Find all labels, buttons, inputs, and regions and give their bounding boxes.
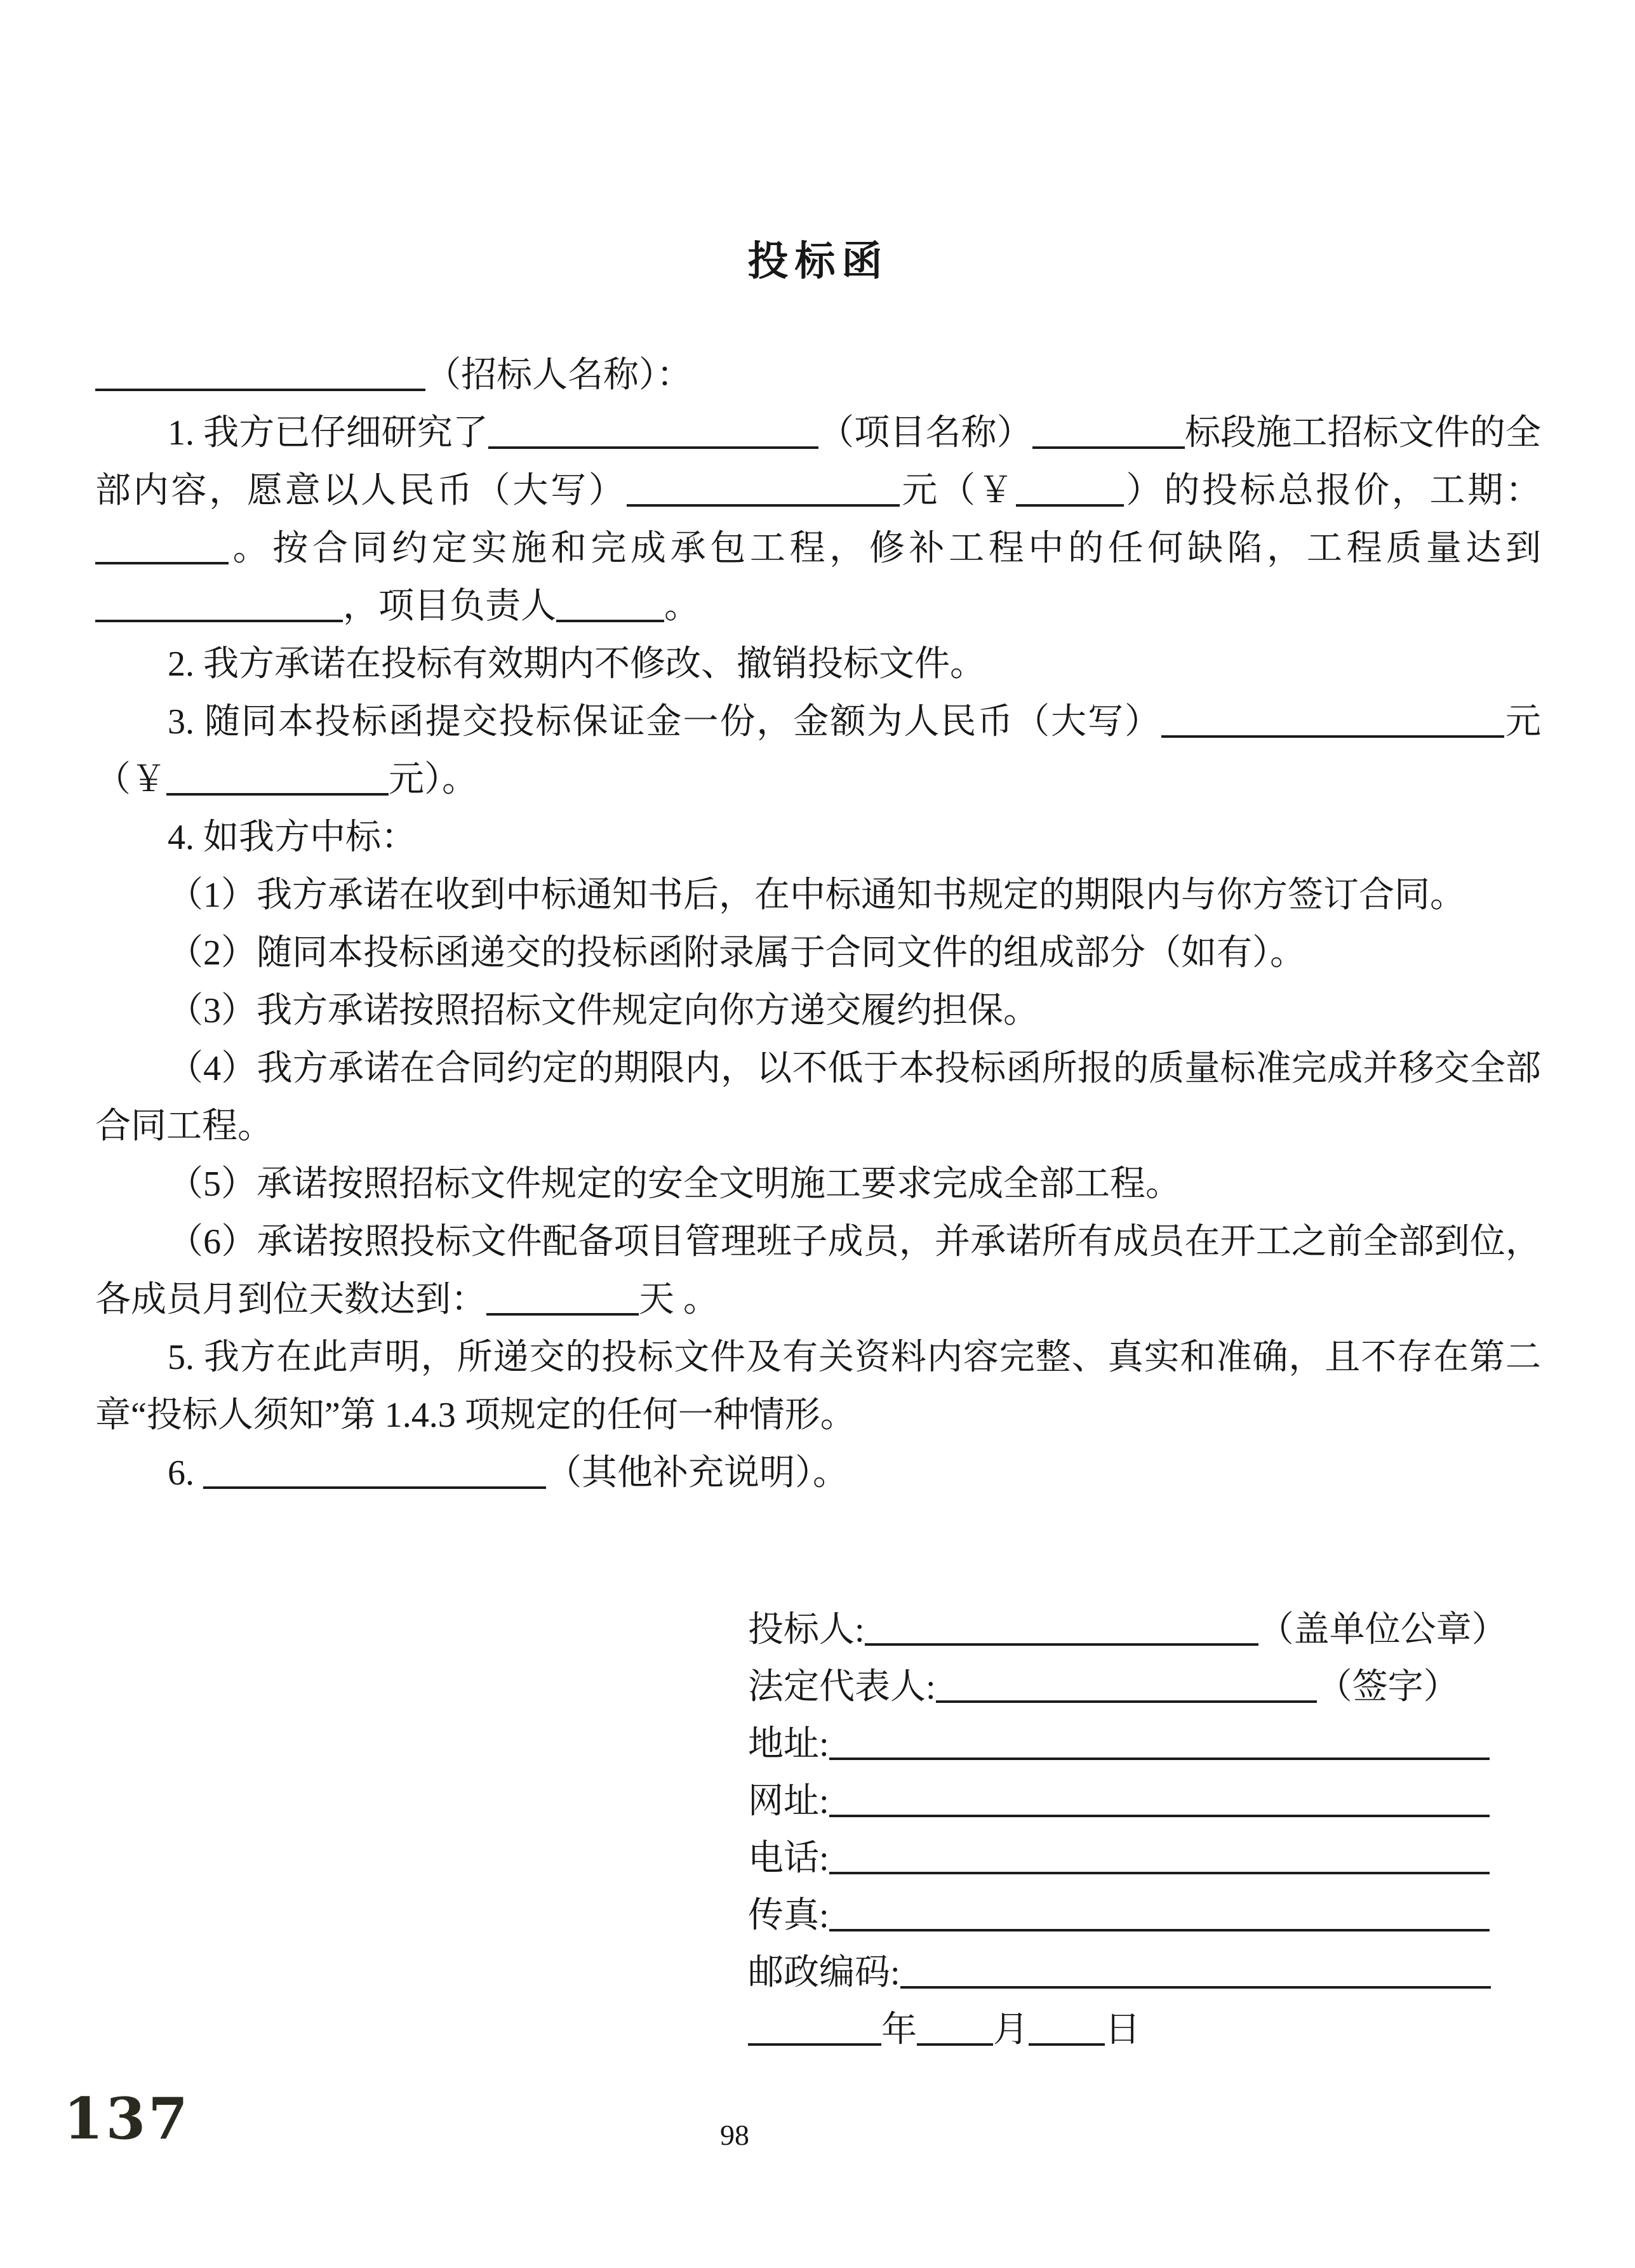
clause-2 xyxy=(95,636,1541,693)
blank-field xyxy=(1032,416,1185,449)
signature-date xyxy=(748,2001,1541,2058)
clause-4-sub-1 xyxy=(95,867,1541,924)
blank-field xyxy=(556,589,664,622)
text-segment: 3. 随同本投标函提交投标保证金一份，金额为人民币（大写） xyxy=(168,702,1162,742)
text-segment: 传真: xyxy=(748,1896,829,1935)
blank-field xyxy=(829,1727,1490,1760)
blank-field xyxy=(829,1898,1490,1931)
text-segment: （签字） xyxy=(1316,1667,1459,1707)
text-segment: 月 xyxy=(993,2010,1029,2050)
blank-field xyxy=(95,531,229,564)
clause-4-sub-5 xyxy=(95,1156,1541,1213)
text-segment: 网址: xyxy=(748,1782,829,1821)
text-segment: 。按合同约定实施和完成承包工程，修补工程中的任何缺陷，工程质量达到 xyxy=(229,529,1541,568)
text-segment: 法定代表人: xyxy=(748,1667,936,1707)
clause-3 xyxy=(95,693,1541,809)
text-segment: 日 xyxy=(1105,2010,1140,2050)
text-segment: 1. 我方已仔细研究了 xyxy=(168,413,489,453)
text-segment: 6. xyxy=(168,1453,203,1493)
blank-field xyxy=(95,358,425,391)
blank-field xyxy=(829,1841,1490,1874)
blank-field xyxy=(829,1784,1490,1817)
clause-1 xyxy=(95,404,1541,636)
clause-4-sub-3 xyxy=(95,982,1541,1040)
text-segment: （6）承诺按照投标文件配备项目管理班子成员，并承诺所有成员在开工之前全部到位，各成员月到位天数达到： xyxy=(95,1222,1541,1319)
signature-legal-representative xyxy=(748,1658,1541,1716)
clause-4-sub-2 xyxy=(95,924,1541,982)
text-segment: 元（￥ xyxy=(899,471,1016,510)
text-segment: 5. 我方在此声明，所递交的投标文件及有关资料内容完整、真实和准确，且不存在第二章“投标人须知”第 1.4.3 项规定的任何一种情形。 xyxy=(95,1338,1541,1435)
text-segment: 年 xyxy=(881,2010,917,2050)
clause-4-sub-4 xyxy=(95,1040,1541,1156)
text-segment: （3）我方承诺按照招标文件规定向你方递交履约担保。 xyxy=(168,991,1039,1031)
blank-field xyxy=(936,1670,1317,1703)
text-segment: （2）随同本投标函递交的投标函附录属于合同文件的组成部分（如有）。 xyxy=(168,933,1305,973)
signature-block xyxy=(748,1601,1541,2058)
blank-field xyxy=(95,589,343,622)
signature-bidder xyxy=(748,1601,1541,1658)
blank-field xyxy=(486,1283,639,1316)
blank-field xyxy=(1016,474,1124,507)
signature-fax xyxy=(748,1887,1541,1944)
clause-5 xyxy=(95,1329,1541,1444)
blank-field xyxy=(203,1456,546,1489)
document-body xyxy=(95,347,1541,1502)
text-segment: （项目名称） xyxy=(818,413,1032,453)
text-segment: 标段施工招标文件的全部内容，愿意以人民币（大写） xyxy=(95,413,1542,510)
signature-website xyxy=(748,1773,1541,1830)
document-title: 投标函 xyxy=(747,238,889,284)
text-segment: 2. 我方承诺在投标有效期内不修改、撤销投标文件。 xyxy=(168,644,985,684)
blank-field xyxy=(1029,2013,1105,2046)
text-segment: 元）。 xyxy=(389,760,477,799)
text-segment: （招标人名称）： xyxy=(425,356,692,395)
text-segment: （盖单位公章） xyxy=(1258,1610,1507,1650)
signature-postcode xyxy=(748,1944,1541,2001)
stamp-number: 137 xyxy=(63,2085,190,2152)
clause-4 xyxy=(95,809,1541,867)
salutation-line xyxy=(95,347,1541,404)
text-segment: 天 。 xyxy=(639,1280,719,1319)
text-segment: （4）我方承诺在合同约定的期限内，以不低于本投标函所报的质量标准完成并移交全部合同工程。 xyxy=(95,1049,1541,1146)
text-segment: ，项目负责人 xyxy=(343,587,556,626)
signature-phone xyxy=(748,1830,1541,1887)
blank-field xyxy=(1161,705,1504,738)
page-number: 98 xyxy=(720,2119,749,2151)
blank-field xyxy=(865,1613,1258,1646)
clause-4-sub-6 xyxy=(95,1213,1541,1329)
text-segment: 邮政编码: xyxy=(748,1953,900,1992)
blank-field xyxy=(627,474,900,507)
text-segment: （1）我方承诺在收到中标通知书后，在中标通知书规定的期限内与你方签订合同。 xyxy=(168,876,1465,915)
text-segment: 投标人: xyxy=(748,1610,865,1650)
signature-address xyxy=(748,1716,1541,1773)
blank-field xyxy=(488,416,818,449)
text-segment: （5）承诺按照招标文件规定的安全文明施工要求完成全部工程。 xyxy=(168,1164,1181,1204)
blank-field xyxy=(917,2013,993,2046)
blank-field xyxy=(166,763,389,796)
text-segment: 电话: xyxy=(748,1839,829,1878)
blank-field xyxy=(748,2013,881,2046)
text-segment: 。 xyxy=(664,587,700,626)
text-segment: （其他补充说明）。 xyxy=(546,1453,848,1493)
text-segment: 地址: xyxy=(748,1724,829,1764)
clause-6 xyxy=(95,1444,1541,1502)
blank-field xyxy=(900,1956,1491,1989)
document-content xyxy=(95,0,1541,2058)
text-segment: ）的投标总报价，工期： xyxy=(1123,471,1542,510)
text-segment: 元（￥ xyxy=(95,702,1542,799)
text-segment: 4. 如我方中标： xyxy=(168,818,417,857)
